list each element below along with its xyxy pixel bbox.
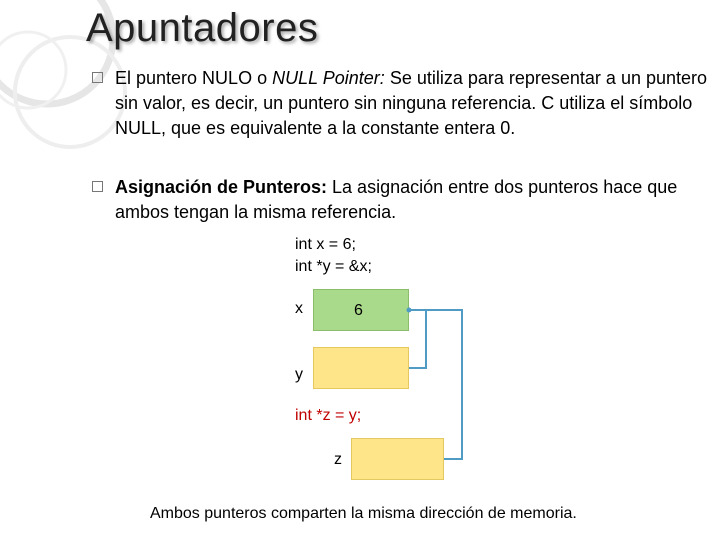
value-x: 6 [354,302,363,319]
bullet1-lead: El puntero NULO o [115,68,273,88]
code-line-1: int x = 6; [295,236,356,253]
bullet1-rest: Se utiliza para representar a un puntero sin valor, es decir, un puntero sin ninguna referencia. C utiliza el símbolo NULL, que es equivalente a la constante entera 0. [115,68,708,138]
label-x: x [295,300,303,317]
code-line-3: int *z = y; [295,407,362,424]
slide-title: Apuntadores [86,6,319,50]
bullet2-bold: Asignación de Punteros: [115,177,328,197]
label-y: y [295,366,303,383]
label-z: z [334,451,342,468]
bullet1-italic: NULL Pointer: [272,68,385,88]
connector-dot [407,308,412,313]
bullet2-rest: La asignación entre dos punteros hace que ambos tengan la misma referencia. [115,177,678,222]
connector-y-to-x [409,310,426,368]
connector-z-to-x [409,310,462,459]
code-line-2: int *y = &x; [295,258,372,275]
footer-caption: Ambos punteros comparten la misma dirección de memoria. [150,505,577,522]
